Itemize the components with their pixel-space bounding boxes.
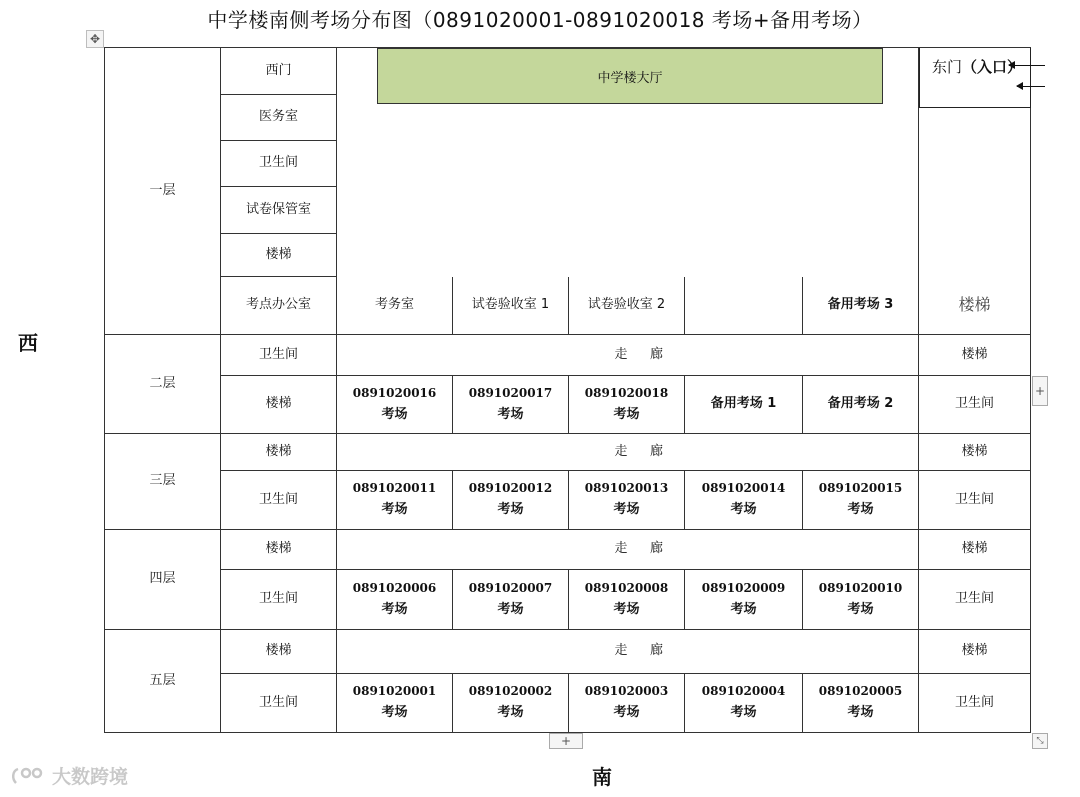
room-restroom: 卫生间 bbox=[221, 141, 337, 187]
corridor-east: 楼梯 bbox=[919, 335, 1031, 376]
corridor-west: 楼梯 bbox=[221, 630, 337, 674]
room-east: 卫生间 bbox=[919, 376, 1031, 434]
floor-label: 二层 bbox=[105, 335, 221, 434]
exam-room: 0891020005 考场 bbox=[803, 674, 919, 733]
east-gate: 东门（入口） bbox=[919, 48, 1031, 108]
corridor-east: 楼梯 bbox=[919, 530, 1031, 570]
room-east: 卫生间 bbox=[919, 674, 1031, 733]
move-icon: ✥ bbox=[89, 32, 101, 46]
corridor-west: 楼梯 bbox=[221, 434, 337, 471]
exam-room: 0891020001 考场 bbox=[337, 674, 453, 733]
backup-room-1: 备用考场 1 bbox=[685, 376, 803, 434]
entry-arrow-icon bbox=[1009, 65, 1045, 66]
exam-room: 0891020015 考场 bbox=[803, 471, 919, 530]
exam-room: 0891020004 考场 bbox=[685, 674, 803, 733]
exam-room: 0891020002 考场 bbox=[453, 674, 569, 733]
backup-room-2: 备用考场 2 bbox=[803, 376, 919, 434]
corridor: 走 廊 bbox=[337, 434, 919, 471]
page-title: 中学楼南侧考场分布图（0891020001-0891020018 考场+备用考场） bbox=[207, 8, 873, 32]
exam-room: 0891020008 考场 bbox=[569, 570, 685, 630]
exam-room: 0891020010 考场 bbox=[803, 570, 919, 630]
room-west: 楼梯 bbox=[221, 376, 337, 434]
exam-room: 0891020014 考场 bbox=[685, 471, 803, 530]
room-paper-check-2: 试卷验收室 2 bbox=[569, 277, 685, 335]
exam-room: 0891020016 考场 bbox=[337, 376, 453, 434]
room-clinic: 医务室 bbox=[221, 95, 337, 141]
room-empty bbox=[685, 277, 803, 335]
add-row-button[interactable]: + bbox=[549, 733, 583, 749]
room-paper-check-1: 试卷验收室 1 bbox=[453, 277, 569, 335]
exam-room: 0891020007 考场 bbox=[453, 570, 569, 630]
room-east: 卫生间 bbox=[919, 471, 1031, 530]
floor-label: 三层 bbox=[105, 434, 221, 530]
room-west: 卫生间 bbox=[221, 570, 337, 630]
lobby: 中学楼大厅 bbox=[377, 48, 883, 104]
room-west: 卫生间 bbox=[221, 471, 337, 530]
exam-room: 0891020009 考场 bbox=[685, 570, 803, 630]
corridor-west: 卫生间 bbox=[221, 335, 337, 376]
entry-arrow-icon bbox=[1017, 86, 1045, 87]
room-backup-3: 备用考场 3 bbox=[803, 277, 919, 335]
resize-icon[interactable]: ⤡ bbox=[1032, 733, 1048, 749]
room-east: 卫生间 bbox=[919, 570, 1031, 630]
exam-room: 0891020017 考场 bbox=[453, 376, 569, 434]
room-west-gate: 西门 bbox=[221, 48, 337, 95]
room-stairs: 楼梯 bbox=[221, 234, 337, 277]
table-move-handle[interactable] bbox=[86, 30, 104, 48]
exam-room: 0891020011 考场 bbox=[337, 471, 453, 530]
room-exam-office: 考点办公室 bbox=[221, 277, 337, 335]
corridor-east: 楼梯 bbox=[919, 630, 1031, 674]
room-west: 卫生间 bbox=[221, 674, 337, 733]
room-affairs: 考务室 bbox=[337, 277, 453, 335]
corridor-east: 楼梯 bbox=[919, 434, 1031, 471]
floor-label: 五层 bbox=[105, 630, 221, 733]
exam-room: 0891020006 考场 bbox=[337, 570, 453, 630]
room-paper-storage: 试卷保管室 bbox=[221, 187, 337, 234]
direction-south: 南 bbox=[592, 765, 612, 789]
corridor: 走 廊 bbox=[337, 335, 919, 376]
add-column-button[interactable]: + bbox=[1032, 376, 1048, 406]
east-stairs: 楼梯 bbox=[919, 277, 1031, 335]
corridor: 走 廊 bbox=[337, 630, 919, 674]
floor-plan-table bbox=[104, 47, 1031, 733]
corridor: 走 廊 bbox=[337, 530, 919, 570]
corridor-west: 楼梯 bbox=[221, 530, 337, 570]
exam-room: 0891020012 考场 bbox=[453, 471, 569, 530]
floor-label: 四层 bbox=[105, 530, 221, 630]
exam-room: 0891020003 考场 bbox=[569, 674, 685, 733]
exam-room: 0891020013 考场 bbox=[569, 471, 685, 530]
floor-label: 一层 bbox=[105, 48, 221, 335]
watermark: 大数跨境 bbox=[10, 762, 128, 789]
exam-room: 0891020018 考场 bbox=[569, 376, 685, 434]
watermark-logo-icon bbox=[10, 765, 48, 787]
direction-west: 西 bbox=[18, 331, 38, 355]
